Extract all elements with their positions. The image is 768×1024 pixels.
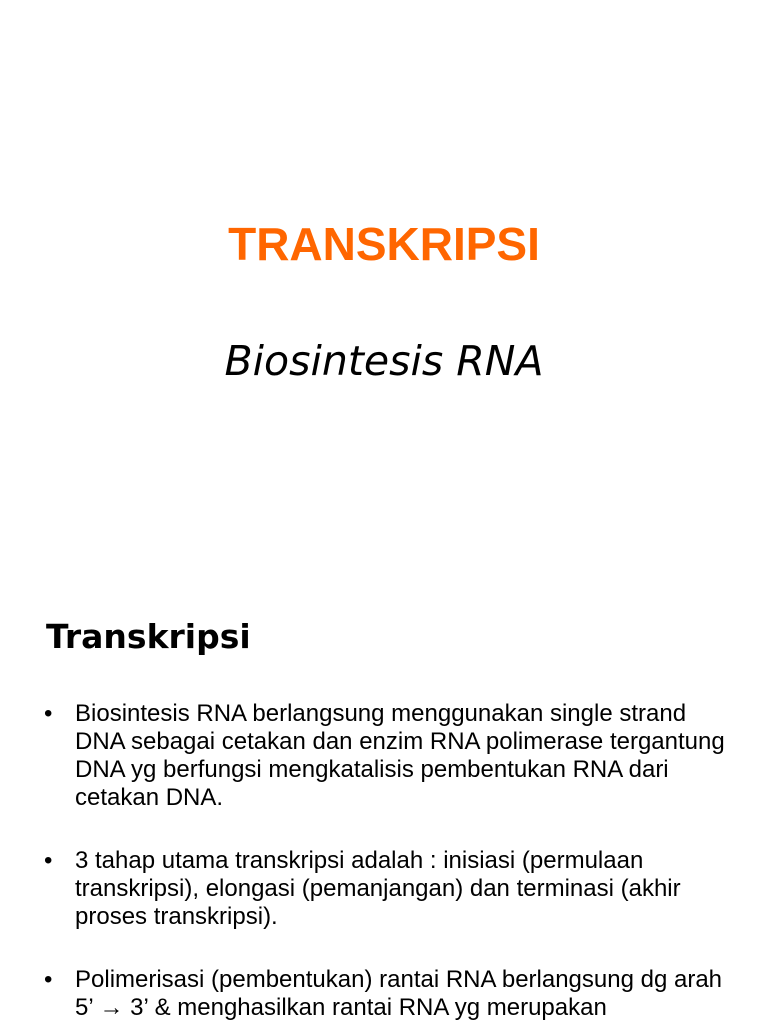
slide-subtitle: Biosintesis RNA	[224, 337, 544, 385]
bullet-icon: •	[44, 700, 53, 727]
bullet-item-1	[0, 700, 768, 812]
bullet-text-2: 3 tahap utama transkripsi adalah : inisiasi (permulaan transkripsi), elongasi (pemanjangan) dan terminasi (akhir proses transkripsi).	[75, 847, 681, 930]
bullet-text-1: Biosintesis RNA berlangsung menggunakan single strand DNA sebagai cetakan dan enzim RNA polimerase tergantung DNA yg berfungsi mengkatalisis pembentukan RNA dari cetakan DNA.	[75, 700, 725, 811]
bullet-icon: •	[44, 966, 53, 993]
bullet-item-3	[0, 966, 768, 1022]
bullet-item-2	[0, 847, 768, 931]
bullet-list	[0, 700, 768, 1024]
slide-heading: Transkripsi	[46, 617, 251, 656]
bullet-text-3: Polimerisasi (pembentukan) rantai RNA berlangsung dg arah 5’ → 3’ & menghasilkan rantai RNA yg merupakan	[75, 966, 723, 1021]
bullet-icon: •	[44, 847, 53, 874]
slide-title: TRANSKRIPSI	[228, 218, 540, 270]
content-slide	[0, 576, 768, 1024]
